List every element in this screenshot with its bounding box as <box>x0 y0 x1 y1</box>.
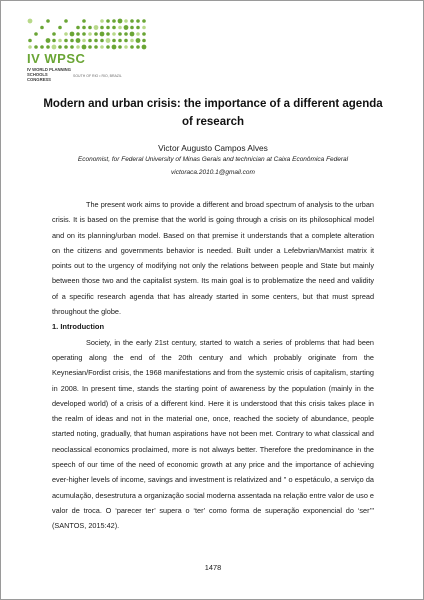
logo-dot <box>58 39 62 43</box>
logo-dot <box>106 19 110 23</box>
logo-title: IV WPSC <box>27 51 86 66</box>
logo-dot <box>94 32 98 36</box>
logo-dot <box>64 32 68 36</box>
logo-dot <box>28 39 32 43</box>
logo-dot <box>82 26 86 30</box>
logo-dot <box>52 45 57 50</box>
logo-dot <box>124 25 129 30</box>
logo-dot <box>82 19 86 23</box>
logo-dot <box>106 32 110 36</box>
logo-dot <box>52 39 56 43</box>
logo-dot <box>100 26 104 30</box>
logo-dot <box>118 39 122 43</box>
logo-dot <box>46 19 50 23</box>
logo-dot <box>112 45 117 50</box>
logo-subtitle: IV WORLD PLANNING SCHOOLS CONGRESS <box>27 67 71 82</box>
abstract-paragraph: The present work aims to provide a different and broad spectrum of analysis to the urban crisis. It is based on the premise that the world is going through a crisis on its philosophical model and on its planning/urban model. Based on that premise it understands that a complete alteration on the citizens and governments behavior is needed. Built under a Lefebvrian/Marxist matrix it points out to the urgency of modifying not only the relations between people and State but mainly between those two and the capitalist system. Its main goal is to problematize the need and validity of a specific research agenda that has already started in some centers, but that must spread throughout the globe. <box>52 200 374 317</box>
logo-dot <box>100 32 105 37</box>
logo-dot <box>70 39 74 43</box>
logo-dot <box>40 26 44 30</box>
logo-dot <box>82 39 86 43</box>
logo-dot <box>88 26 92 30</box>
logo-dot <box>112 39 116 43</box>
logo-dot <box>142 39 146 43</box>
logo-dot <box>136 19 140 23</box>
logo-dot <box>100 39 104 43</box>
logo-dot <box>142 45 147 50</box>
logo-dot <box>142 19 146 23</box>
logo-dot <box>76 45 80 49</box>
logo-dot <box>136 45 140 49</box>
logo-dot <box>34 32 38 36</box>
conference-logo <box>27 17 157 83</box>
logo-dot <box>70 32 75 37</box>
logo-dot <box>100 45 104 49</box>
logo-dot <box>112 26 116 30</box>
logo-dot <box>64 45 68 49</box>
logo-dot <box>82 45 87 50</box>
logo-dot <box>46 45 50 49</box>
logo-dot <box>112 19 116 23</box>
logo-dot <box>40 45 44 49</box>
logo-dot <box>118 45 122 49</box>
author-email: victoraca.2010.1@gmail.com <box>171 169 255 176</box>
logo-dot <box>130 26 134 30</box>
logo-dot <box>94 39 98 43</box>
logo-dot <box>106 45 110 49</box>
logo-dot <box>58 45 62 49</box>
logo-dot <box>142 26 146 30</box>
logo-dot <box>28 19 33 24</box>
section-heading: 1. Introduction <box>52 322 105 332</box>
logo-dot <box>124 45 128 49</box>
logo-dot-pattern <box>27 17 157 51</box>
logo-dot <box>64 39 68 43</box>
logo-dot <box>142 32 146 36</box>
logo-dot <box>70 45 74 49</box>
logo-dot <box>130 19 134 23</box>
logo-dot <box>58 26 62 30</box>
logo-dot <box>118 26 122 30</box>
author-affiliation: Economist, for Federal University of Minas Gerais and technician at Caixa Econômica Federal <box>77 156 349 163</box>
page-number: 1478 <box>204 563 222 572</box>
logo-dot <box>82 32 86 36</box>
logo-dot <box>136 32 140 36</box>
paper-title: Modern and urban crisis: the importance of a different agenda of research <box>43 98 383 128</box>
logo-dot <box>124 32 128 36</box>
logo-dot <box>100 19 104 23</box>
logo-dot <box>52 32 56 36</box>
logo-dot <box>106 38 111 43</box>
logo-dot <box>136 38 141 43</box>
logo-dot <box>94 45 98 49</box>
logo-dot <box>76 26 80 30</box>
introduction-paragraph: Society, in the early 21st century, started to watch a series of problems that had been operating along the end of the 20th century and which probably originate from the Keynesian/Fordist crisis, the 1968 manifestations and from the systemic crisis of capitalism, starting in 2008. In present time, stands the starting point of awareness by the population (mainly in the developed world) of a crisis of a different kind. Here it is understood that this crisis takes place in the realm of ideas and not in the material one, once, reached the society of abundance, people started noting, gradually, that human aspirations have not been met. Contrary to what classical and neoclassical economics proclaimed, more is not always better. Therefore the predominance in the speech of our time of the need of economic growth at any price and the importance of achieving ever-higher levels of income, savings and investment is relativized and " o espetáculo, a serviço da acumulação, desestrutura a organização social moderna assentada na relação entre valor de uso e valor de troca. O ‘parecer ter’ supera o ‘ter’ como forma de superação exponencial do ‘ser’" (SANTOS, 2015:42). <box>52 337 374 531</box>
logo-dot <box>88 39 92 43</box>
logo-dot <box>94 25 99 30</box>
body-text <box>52 197 374 534</box>
logo-dot <box>46 38 51 43</box>
logo-dot <box>124 19 128 23</box>
logo-dot <box>130 45 134 49</box>
logo-tagline: SOUTH OF RIO • RIO, BRAZIL <box>73 74 122 78</box>
logo-dot <box>118 19 123 24</box>
logo-dot <box>136 26 140 30</box>
logo-dot <box>124 39 128 43</box>
author-name: Victor Augusto Campos Alves <box>158 143 268 153</box>
logo-dot <box>106 26 110 30</box>
logo-dot <box>130 39 134 43</box>
logo-dot <box>112 32 116 36</box>
logo-dot <box>118 32 122 36</box>
logo-dot <box>28 45 32 49</box>
logo-dot <box>130 32 135 37</box>
logo-dot <box>76 38 81 43</box>
logo-dot <box>88 32 92 36</box>
logo-dot <box>34 45 38 49</box>
logo-dot <box>64 19 68 23</box>
logo-dot <box>88 45 92 49</box>
logo-dot <box>76 32 80 36</box>
